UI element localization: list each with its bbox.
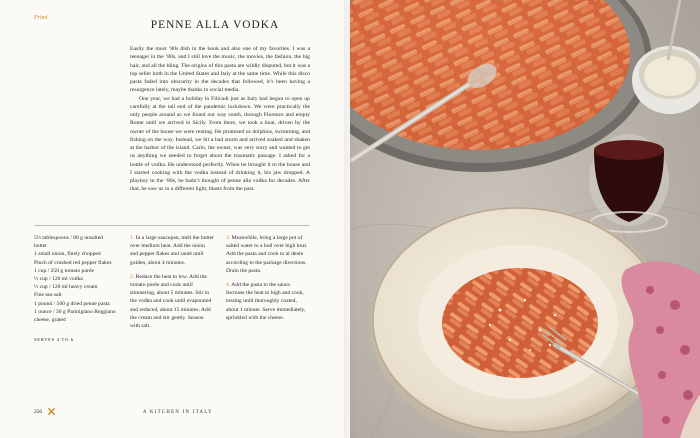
recipe-title: PENNE ALLA VODKA: [150, 19, 280, 31]
step-2: [130, 273, 214, 330]
ingredient-item: 1 ounce / 30 g Parmigiano Reggiano cheese, grated: [34, 308, 116, 324]
ingredient-item: ½ cup / 120 ml heavy cream: [34, 284, 98, 291]
ingredients-list: [34, 234, 116, 324]
step-text: In a large saucepan, melt the butter over medium heat. Add the onion and pepper flakes and sauté until golden, about 4 minutes.: [130, 235, 214, 266]
ornament-icon: [47, 407, 56, 416]
ingredient-item: 1 small onion, finely chopped: [34, 251, 101, 258]
step-number: 2.: [130, 273, 135, 280]
step-text: Reduce the heat to low. Add the tomato purée and cook until simmering, about 5 minutes. Stir in the vodka and cook until evaporated and reduced, about 15 minutes. Add the cream and stir gently. Season with salt.: [130, 273, 212, 330]
divider-rule: [34, 225, 310, 226]
ingredient-item: 5½ tablespoons / 80 g unsalted butter: [34, 235, 103, 250]
running-footer: A KITCHEN IN ITALY: [143, 410, 213, 415]
ingredient-item: 1 cup / 250 g tomato purée: [34, 267, 94, 274]
ingredient-item: 1 pound / 500 g dried penne pasta: [34, 300, 110, 307]
step-number: 4.: [226, 282, 231, 289]
step-text: Add the pasta to the sauce. Increase the heat to high and cook, tossing until thoroughly coated, about 1 minute. Serve immediately, sprinkled with the cheese.: [226, 282, 306, 321]
intro-paragraph-2: One year, we had a holiday in Filicudi just as Italy had begun to open up carefully at the tail end of the pandemic lockdown. We were practically the only people around as we found our way south, through Florence and empty Rome until we arrived in Sicily. From there, we took a boat, driven by the owner of the house we were renting. He promised us dolphins, swimming, and fishing on the way. Instead, we hit a bad storm and arrived soaked and shaken at the harbor of the island. Carlo, the owner, was very sorry and wanted to get us anything we needed to forget about the traumatic passage. I asked for a bottle of vodka. He understood perfectly. When he brought it to the house and I started cooking with the vodka instead of drinking it, his jaw dropped. A playboy in the ’80s, he hadn’t thought of penne alla vodka for decades. After that, he saw us in a different light, blasts from the past.: [130, 95, 310, 193]
steps-column-2: [226, 234, 310, 328]
intro-paragraph-1: Easily the most ’80s dish in the book and also one of my favorites. I was a teenager in the ’80s, and I still love the music, the movies, the fashion, the big hair, and all the bling. The origins of this pasta are wildly disputed, but it was a top seller both in the United States and Italy at the same time. While this disco pasta faded into obscurity in the decades that followed, it’s been having a resurgence lately, maybe thanks to social media.: [130, 46, 310, 94]
photo-illustration: [350, 0, 700, 438]
food-photo: [350, 0, 700, 438]
page-number: 256: [34, 409, 43, 415]
step-number: 1.: [130, 235, 135, 241]
step-text: Meanwhile, bring a large pot of salted water to a boil over high heat. Add the pasta and cook to al dente according to the package directions. Drain the pasta.: [226, 235, 308, 274]
intro-text: [130, 45, 310, 194]
step-number: 3.: [226, 235, 231, 241]
ingredient-item: Pinch of crushed red pepper flakes: [34, 259, 112, 266]
serves-label: SERVES 4 TO 6: [34, 337, 74, 342]
section-label: Primi: [34, 15, 48, 21]
steps-column-1: [130, 234, 214, 336]
step-3: [226, 234, 310, 275]
ingredient-item: ½ cup / 120 ml vodka: [34, 276, 83, 283]
ingredient-item: Fine sea salt: [34, 292, 62, 299]
step-1: [130, 234, 214, 267]
step-4: [226, 281, 310, 322]
